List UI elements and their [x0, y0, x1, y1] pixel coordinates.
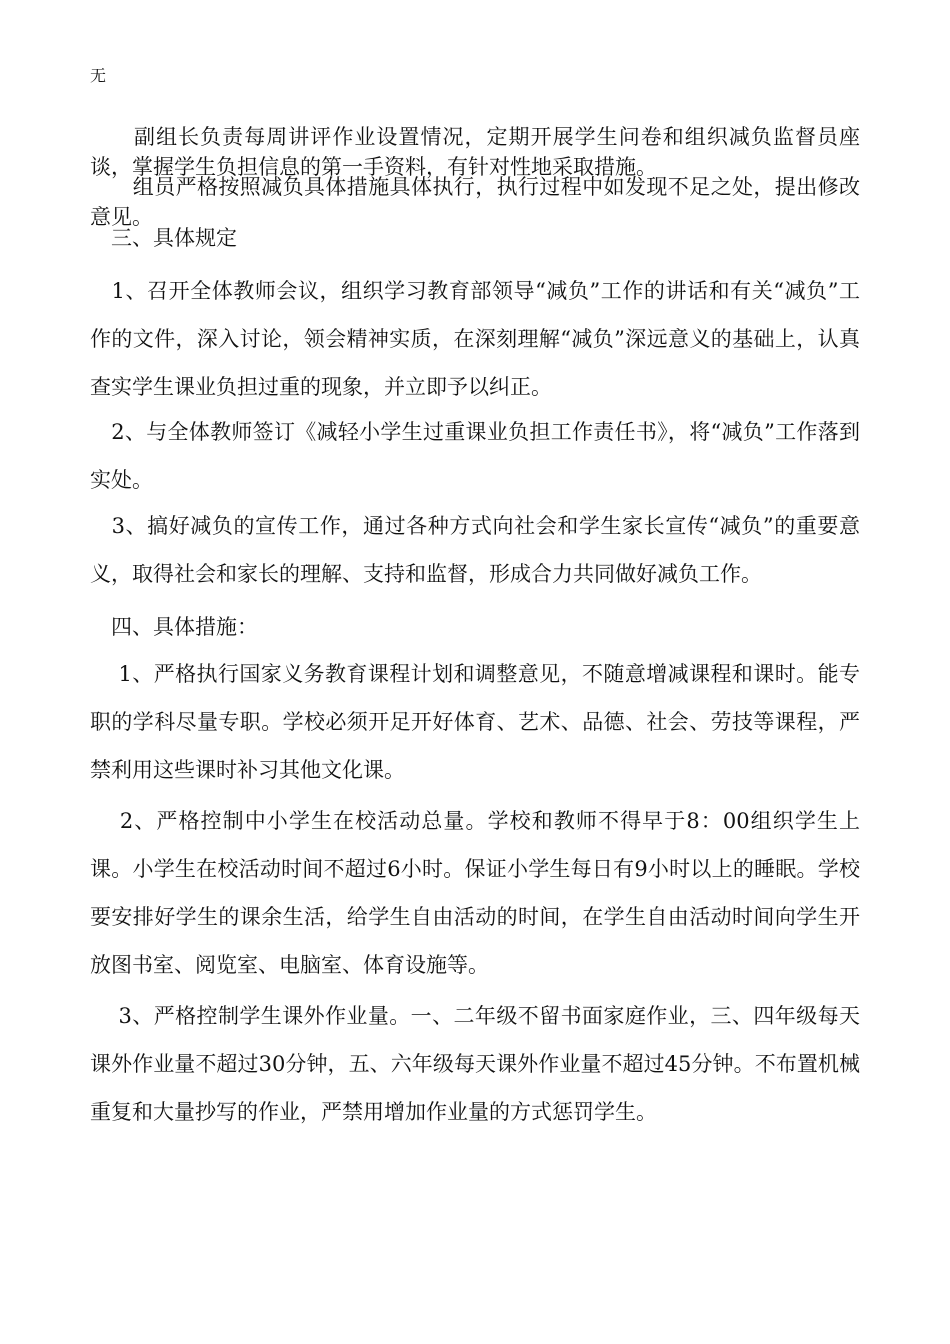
section-heading-specific-measures: 四、具体措施： — [90, 615, 258, 639]
measure-item-2: 2、严格控制中小学生在校活动总量。学校和教师不得早于8：00组织学生上课。小学生在校活动时间不超过6小时。保证小学生每日有9小时以上的睡眠。学校要安排好学生的课余生活，给学生自由活动的时间，在学生自由活动时间向学生开放图书室、阅览室、电脑室、体育设施等。 — [90, 809, 860, 977]
paragraph-deputy-leader: 副组长负责每周讲评作业设置情况，定期开展学生问卷和组织减负监督员座谈，掌握学生负担信息的第一手资料，有针对性地采取措施。 — [90, 125, 860, 179]
rule-item-3: 3、搞好减负的宣传工作，通过各种方式向社会和学生家长宣传“减负”的重要意义，取得社会和家长的理解、支持和监督，形成合力共同做好减负工作。 — [90, 514, 860, 586]
paragraph-members: 组员严格按照减负具体措施具体执行，执行过程中如发现不足之处，提出修改意见。 — [90, 175, 860, 229]
section-heading-specific-rules: 三、具体规定 — [90, 226, 237, 250]
measure-item-1: 1、严格执行国家义务教育课程计划和调整意见，不随意增减课程和课时。能专职的学科尽量专职。学校必须开足开好体育、艺术、品德、社会、劳技等课程，严禁利用这些课时补习其他文化课。 — [90, 662, 860, 782]
measure-item-3: 3、严格控制学生课外作业量。一、二年级不留书面家庭作业，三、四年级每天课外作业量不超过30分钟，五、六年级每天课外作业量不超过45分钟。不布置机械重复和大量抄写的作业，严禁用增加作业量的方式惩罚学生。 — [90, 1004, 860, 1124]
rule-item-1: 1、召开全体教师会议，组织学习教育部领导“减负”工作的讲话和有关“减负”工作的文件，深入讨论，领会精神实质，在深刻理解“减负”深远意义的基础上，认真查实学生课业负担过重的现象，并立即予以纠正。 — [90, 279, 860, 399]
page-header: 无 — [90, 66, 107, 85]
rule-item-2: 2、与全体教师签订《减轻小学生过重课业负担工作责任书》，将“减负”工作落到实处。 — [90, 420, 860, 492]
